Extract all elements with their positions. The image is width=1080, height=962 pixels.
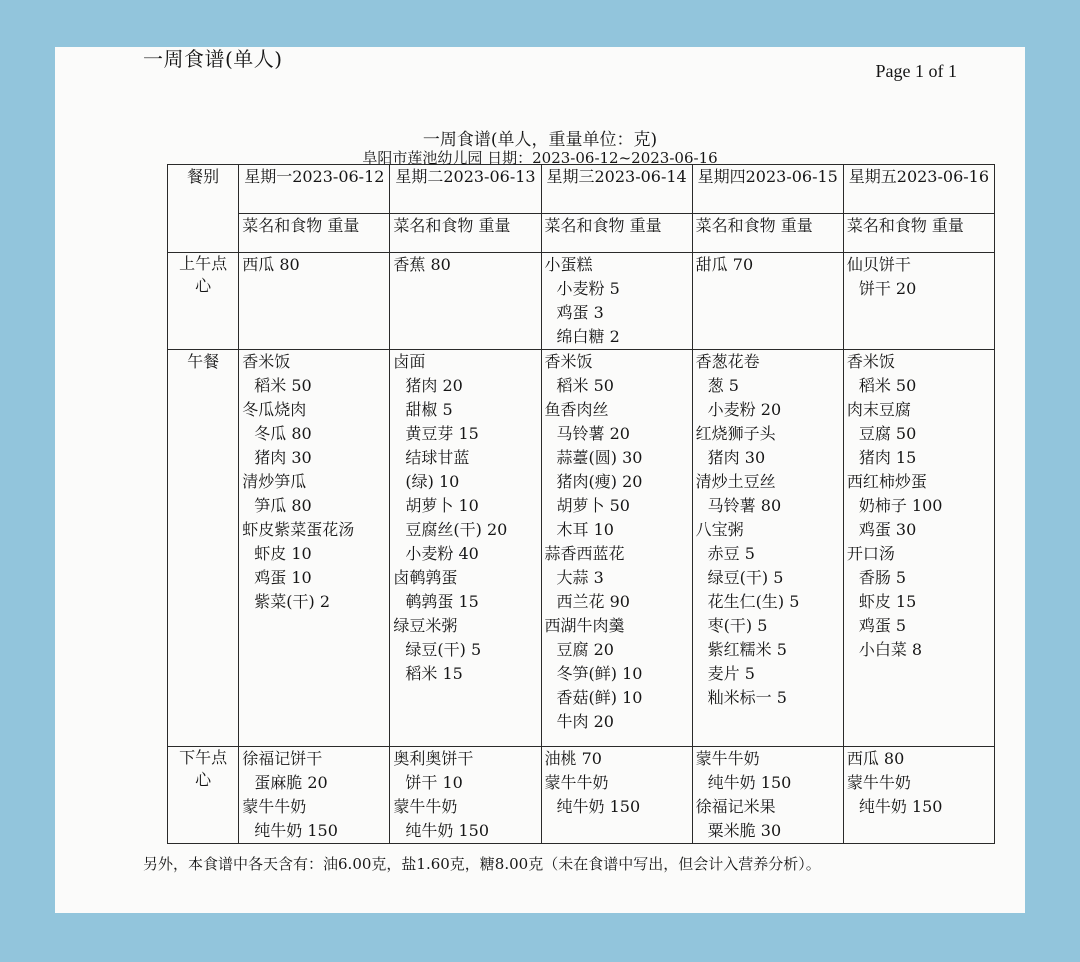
dish-name: 清炒土豆丝 (695, 472, 776, 491)
day-header: 星期一2023-06-12 (239, 165, 390, 214)
dish-name: 清炒笋瓜 (242, 472, 307, 491)
dish-name: 卤鹌鹑蛋 (393, 568, 458, 587)
meal-type-cell (168, 253, 239, 350)
menu-cell (239, 747, 390, 844)
ingredient: 绿豆(干) 5 (405, 640, 482, 659)
page-number: Page 1 of 1 (875, 61, 957, 81)
dish-name: 香米饭 (544, 352, 593, 371)
dish-name: 八宝粥 (695, 520, 744, 539)
dish-name: 蒙牛牛奶 (544, 773, 609, 792)
dish-name: 蒙牛牛奶 (242, 797, 307, 816)
ingredient: 虾皮 15 (858, 592, 917, 611)
ingredient: 蒜薹(圆) 30 (556, 448, 643, 467)
ingredient: 鸡蛋 3 (556, 303, 604, 322)
meal-type-label: 上午点心 (179, 254, 228, 295)
dish-name: 西湖牛肉羹 (544, 616, 625, 635)
ingredient: 饼干 10 (405, 773, 463, 792)
dish-name: 红烧狮子头 (695, 424, 776, 443)
ingredient: 鸡蛋 5 (858, 616, 907, 635)
ingredient: 甜椒 5 (405, 400, 453, 419)
menu-cell (390, 350, 541, 747)
ingredient: 粟米脆 30 (707, 821, 782, 840)
ingredient: 绵白糖 2 (556, 327, 620, 346)
menu-cell (390, 253, 541, 350)
ingredient: 胡萝卜 10 (405, 496, 479, 515)
dish-name: 香蕉 80 (393, 255, 451, 274)
dish-name: 小蛋糕 (544, 255, 593, 274)
ingredient: 葱 5 (707, 376, 739, 395)
dish-weight-header: 菜名和食物 重量 (239, 214, 390, 253)
ingredient: 麦片 5 (707, 664, 755, 683)
menu-cell (843, 350, 994, 747)
dish-name: 徐福记饼干 (242, 749, 323, 768)
menu-cell (843, 747, 994, 844)
meal-type-label: 午餐 (187, 352, 220, 371)
ingredient: 小麦粉 40 (405, 544, 479, 563)
ingredient: 大蒜 3 (556, 568, 604, 587)
menu-cell (692, 747, 843, 844)
menu-cell (692, 253, 843, 350)
ingredient: 猪肉 20 (405, 376, 463, 395)
ingredient: 纯牛奶 150 (556, 797, 641, 816)
dish-name: 蒙牛牛奶 (695, 749, 760, 768)
dish-name: 卤面 (393, 352, 426, 371)
ingredient: 小白菜 8 (858, 640, 923, 659)
ingredient: 豆腐 50 (858, 424, 917, 443)
ingredient: 牛肉 20 (556, 712, 614, 731)
ingredient: 马铃薯 20 (556, 424, 630, 443)
ingredient: 稻米 50 (556, 376, 614, 395)
ingredient: 木耳 10 (556, 520, 614, 539)
dish-name: 冬瓜烧肉 (242, 400, 307, 419)
dish-weight-header: 菜名和食物 重量 (390, 214, 541, 253)
document-page (55, 47, 1025, 913)
dish-name: 蒙牛牛奶 (393, 797, 458, 816)
menu-cell (239, 253, 390, 350)
day-header: 星期五2023-06-16 (843, 165, 994, 214)
dish-name: 甜瓜 70 (695, 255, 754, 274)
ingredient: 纯牛奶 150 (405, 821, 490, 840)
nutrition-note: 另外，本食谱中各天含有：油6.00克，盐1.60克，糖8.00克（未在食谱中写出，但会计入营养分析）。 (143, 855, 821, 873)
ingredient: 香菇(鲜) 10 (556, 688, 643, 707)
dish-name: 西瓜 80 (242, 255, 300, 274)
document-header: 一周食谱(单人) (143, 47, 283, 71)
ingredient: 纯牛奶 150 (254, 821, 338, 840)
dish-weight-header: 菜名和食物 重量 (541, 214, 692, 253)
ingredient: 紫菜(干) 2 (254, 592, 331, 611)
ingredient: 小麦粉 20 (707, 400, 782, 419)
dish-name: 蒙牛牛奶 (846, 773, 911, 792)
ingredient: 猪肉 30 (254, 448, 312, 467)
dish-name: 仙贝饼干 (846, 255, 911, 274)
meal-row (168, 747, 995, 844)
ingredient: 冬笋(鲜) 10 (556, 664, 643, 683)
day-header: 星期三2023-06-14 (541, 165, 692, 214)
day-header-row (168, 165, 995, 214)
dish-name: 肉末豆腐 (846, 400, 911, 419)
menu-subtitle: 阜阳市莲池幼儿园 日期：2023-06-12~2023-06-16 (362, 149, 718, 167)
ingredient: 紫红糯米 5 (707, 640, 787, 659)
menu-cell (390, 747, 541, 844)
ingredient: 稻米 50 (858, 376, 917, 395)
dish-name: 绿豆米粥 (393, 616, 458, 635)
ingredient: 豆腐 20 (556, 640, 614, 659)
dish-name: 香米饭 (846, 352, 895, 371)
ingredient: 豆腐丝(干) 20 (405, 520, 508, 539)
meal-row (168, 350, 995, 747)
dish-weight-header: 菜名和食物 重量 (692, 214, 843, 253)
day-header: 星期二2023-06-13 (390, 165, 541, 214)
meal-row (168, 253, 995, 350)
ingredient: 枣(干) 5 (707, 616, 768, 635)
menu-cell (541, 350, 692, 747)
ingredient: 饼干 20 (858, 279, 917, 298)
dish-weight-header: 菜名和食物 重量 (843, 214, 994, 253)
ingredient: 西兰花 90 (556, 592, 630, 611)
dish-name: 蒜香西蓝花 (544, 544, 625, 563)
meal-type-cell (168, 350, 239, 747)
ingredient: 香肠 5 (858, 568, 907, 587)
menu-cell (239, 350, 390, 747)
ingredient: 虾皮 10 (254, 544, 312, 563)
ingredient: 结球甘蓝 (405, 448, 470, 467)
ingredient: 鸡蛋 10 (254, 568, 312, 587)
meal-type-header: 餐别 (168, 165, 239, 253)
meal-type-cell (168, 747, 239, 844)
ingredient: 猪肉 15 (858, 448, 917, 467)
dish-name: 香葱花卷 (695, 352, 760, 371)
ingredient: 纯牛奶 150 (707, 773, 792, 792)
dish-name: 西红柿炒蛋 (846, 472, 927, 491)
meal-type-label: 下午点心 (179, 748, 228, 789)
ingredient: 绿豆(干) 5 (707, 568, 784, 587)
ingredient: 冬瓜 80 (254, 424, 312, 443)
ingredient: 稻米 15 (405, 664, 463, 683)
dish-name: 虾皮紫菜蛋花汤 (242, 520, 355, 539)
ingredient: 籼米标一 5 (707, 688, 787, 707)
menu-cell (692, 350, 843, 747)
dish-name: 徐福记米果 (695, 797, 776, 816)
menu-cell (843, 253, 994, 350)
ingredient: 胡萝卜 50 (556, 496, 630, 515)
ingredient: 小麦粉 5 (556, 279, 620, 298)
ingredient: 鹌鹑蛋 15 (405, 592, 479, 611)
dish-name: 西瓜 80 (846, 749, 905, 768)
dish-name: 鱼香肉丝 (544, 400, 609, 419)
ingredient: 赤豆 5 (707, 544, 755, 563)
menu-title: 一周食谱(单人，重量单位：克) (422, 130, 658, 150)
menu-cell (541, 253, 692, 350)
day-header: 星期四2023-06-15 (692, 165, 843, 214)
ingredient: 猪肉(瘦) 20 (556, 472, 643, 491)
dish-name: 香米饭 (242, 352, 291, 371)
dish-name: 奥利奥饼干 (393, 749, 474, 768)
weekly-menu-table (167, 164, 995, 844)
ingredient: 花生仁(生) 5 (707, 592, 800, 611)
ingredient: 马铃薯 80 (707, 496, 782, 515)
dish-name: 油桃 70 (544, 749, 602, 768)
ingredient: 笋瓜 80 (254, 496, 312, 515)
ingredient: 猪肉 30 (707, 448, 766, 467)
ingredient: 蛋麻脆 20 (254, 773, 328, 792)
ingredient: 黄豆芽 15 (405, 424, 479, 443)
sub-header-row (168, 214, 995, 253)
ingredient: 稻米 50 (254, 376, 312, 395)
dish-name: 开口汤 (846, 544, 895, 563)
ingredient: 奶柿子 100 (858, 496, 943, 515)
menu-cell (541, 747, 692, 844)
ingredient: (绿) 10 (405, 472, 460, 491)
ingredient: 纯牛奶 150 (858, 797, 943, 816)
ingredient: 鸡蛋 30 (858, 520, 917, 539)
